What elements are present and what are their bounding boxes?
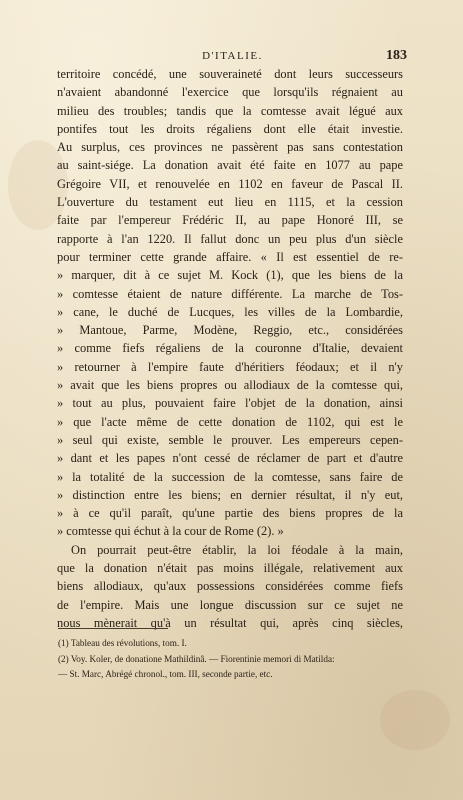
text-line: » comtesse qui échut à la cour de Rome (2). » <box>57 524 284 539</box>
text-line: Grégoire VII, et renouvelée en 1102 en faveur de Pascal II. <box>57 176 403 191</box>
text-line: territoire concédé, une souveraineté dont leurs successeurs <box>57 67 403 81</box>
text-line: » avait que les biens propres ou allodiaux de la comtesse qui, <box>57 378 403 393</box>
main-text <box>57 65 403 632</box>
text-line: » retourner à l'empire faute d'héritiers féodaux; et il n'y <box>57 359 403 374</box>
text-line: On pourrait peut-être établir, la loi féodale à la main, <box>71 542 403 557</box>
paper-stain <box>380 690 450 750</box>
text-line: » cane, le duché de Lucques, les villes de la Lombardie, <box>57 304 403 319</box>
footnote-divider <box>58 628 168 629</box>
text-line: milieu des troubles; tandis que la comtesse avait légué aux <box>57 103 403 118</box>
text-line: » dant et les papes n'ont cessé de réclamer de part et d'autre <box>57 451 403 466</box>
text-line: » comme fiefs régaliens de la couronne d'Italie, devaient <box>57 341 403 356</box>
text-line: n'avaient abandonné l'exercice que lorsqu'ils régnaient au <box>57 85 403 100</box>
text-line: L'ouverture du testament eut lieu en 1115, et la cession <box>57 195 403 210</box>
text-line: » seul qui existe, semble le prouver. Les empereurs cepen- <box>57 432 403 447</box>
footnote-line: (2) Voy. Koler, de donatione Mathildinâ. — Fiorentinie memori di Matilda: <box>58 653 335 664</box>
footnotes <box>58 636 404 683</box>
text-line: de l'empire. Mais une longue discussion sur ce sujet ne <box>57 597 403 612</box>
text-line: pour terminer cette grande affaire. « Il est essentiel de re- <box>57 249 403 264</box>
footnote-line: (1) Tableau des révolutions, tom. I. <box>58 638 187 648</box>
text-line: faite par l'empereur Frédéric II, au pape Honoré III, se <box>57 213 403 228</box>
text-line: biens allodiaux, qu'aux possessions considérées comme fiefs <box>57 579 403 594</box>
text-line: que la donation n'était pas moins illégale, relativement aux <box>57 561 403 576</box>
text-line: Au surplus, ces provinces ne passèrent pas sans contestation <box>57 140 403 155</box>
text-line: » à ce qu'il paraît, qu'une partie des biens propres de la <box>57 506 403 521</box>
page-header <box>58 48 407 64</box>
text-line: » distinction entre les biens; en dernier résultat, il n'y eut, <box>57 487 403 502</box>
text-line: pontifes tout les droits régaliens dont elle était investie. <box>57 121 403 136</box>
footnote-line: — St. Marc, Abrégé chronol., tom. III, seconde partie, etc. <box>58 669 273 679</box>
text-line: » la totalité de la succession de la comtesse, sans faire de <box>57 469 403 484</box>
text-line: au saint-siége. La donation avait été faite en 1077 au pape <box>57 158 403 173</box>
page-number: 183 <box>386 48 407 63</box>
text-line: » tout au plus, pouvaient faire l'objet de la donation, ainsi <box>57 396 403 411</box>
text-line: nous mènerait qu'à un résultat qui, après cinq siècles, <box>57 615 403 630</box>
text-line: » Mantoue, Parme, Modène, Reggio, etc., considérées <box>57 323 403 338</box>
text-line: » que l'acte même de cette donation de 1102, qui est le <box>57 414 403 429</box>
text-line: » comtesse étaient de nature différente. La marche de Tos- <box>57 286 403 301</box>
text-line: » marquer, dit à ce sujet M. Kock (1), que les biens de la <box>57 268 403 283</box>
running-head: D'ITALIE. <box>202 50 263 62</box>
text-line: rapporte à l'an 1220. Il fallut donc un peu plus d'un siècle <box>57 231 403 246</box>
